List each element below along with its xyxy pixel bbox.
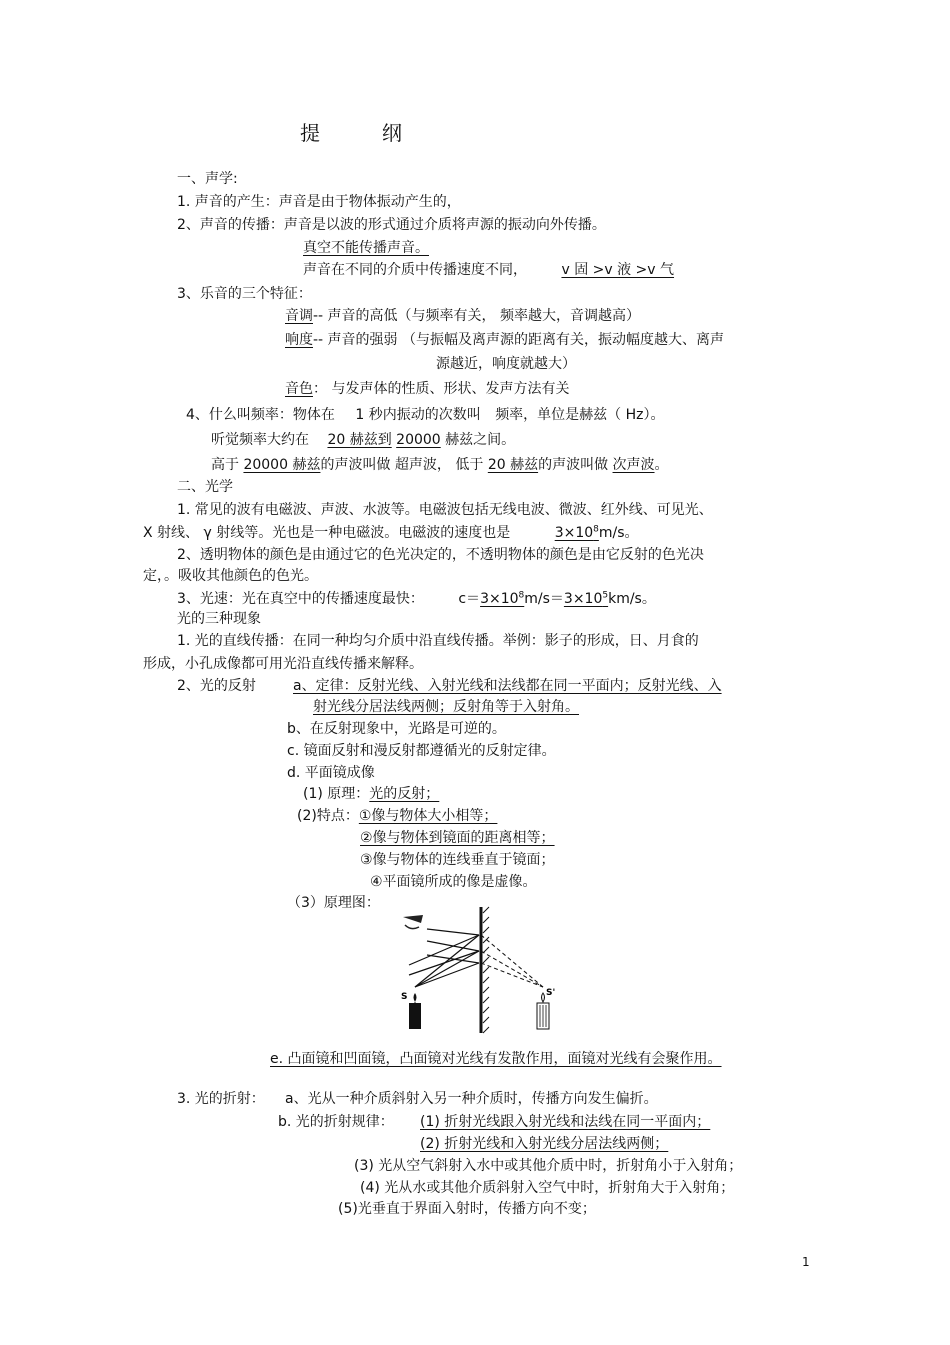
three-phenomena: 光的三种现象 bbox=[177, 611, 261, 627]
tone-features-heading: 3、乐音的三个特征： bbox=[177, 286, 312, 302]
image-label: S' bbox=[546, 988, 556, 998]
candle-image-icon bbox=[537, 993, 549, 1029]
straight-line-2: 形成，小孔成像都可用光沿直线传播来解释。 bbox=[143, 656, 423, 672]
refraction-law-2: (2) 折射光线和入射光线分居法线两侧； bbox=[420, 1136, 669, 1152]
pitch-term: 音调 bbox=[285, 308, 313, 324]
light-speed-c: c＝ bbox=[458, 591, 481, 607]
em-speed-base: 3×10 bbox=[554, 525, 594, 541]
light-speed-m: m/s＝ bbox=[524, 591, 564, 607]
refraction-law-1: (1) 折射光线跟入射光线和法线在同一平面内； bbox=[420, 1114, 711, 1130]
ultrasound-infrasound bbox=[211, 456, 669, 474]
refraction-law-4: (4) 光从水或其他介质斜射入空气中时，折射角大于入射角； bbox=[360, 1180, 735, 1196]
ultra-a: 高于 bbox=[211, 457, 239, 473]
reflection-law-2: 射光线分居法线两侧；反射角等于入射角。 bbox=[313, 699, 579, 715]
sound-production: 1. 声音的产生：声音是由于物体振动产生的， bbox=[177, 194, 461, 210]
loudness-line bbox=[285, 331, 724, 349]
loudness-term: 响度 bbox=[285, 332, 313, 348]
section-heading-optics: 二、光学 bbox=[177, 479, 233, 495]
light-speed-a: 3、光速：光在真空中的传播速度最快： bbox=[177, 591, 424, 607]
light-rays bbox=[409, 929, 479, 987]
hearing-range bbox=[211, 431, 515, 449]
light-speed-v1 bbox=[480, 591, 524, 607]
page-number: 1 bbox=[802, 1255, 810, 1269]
object-label: S bbox=[401, 992, 408, 1002]
light-speed-v1-exp: 8 bbox=[518, 590, 525, 601]
speed-note bbox=[303, 261, 674, 279]
waves-2-text: X 射线、 γ 射线等。光也是一种电磁波。电磁波的速度也是 bbox=[143, 525, 511, 541]
feature-2: ②像与物体到镜面的距离相等； bbox=[360, 830, 555, 846]
loudness-line-2: 源越近，响度就越大） bbox=[436, 356, 576, 372]
refraction-law-5: (5)光垂直于界面入射时，传播方向不变； bbox=[338, 1201, 596, 1217]
refraction-a: a、光从一种介质斜射入另一种介质时，传播方向发生偏折。 bbox=[285, 1091, 658, 1107]
timbre-term: 音色 bbox=[285, 381, 313, 397]
waves-line-1: 1. 常见的波有电磁波、声波、水波等。电磁波包括无线电波、微波、红外线、可见光、 bbox=[177, 502, 713, 518]
color-line-1: 2、透明物体的颜色是由通过它的色光决定的，不透明物体的颜色是由它反射的色光决 bbox=[177, 547, 704, 563]
virtual-rays bbox=[481, 935, 543, 987]
frequency-definition bbox=[186, 406, 665, 424]
freq-c: 频率，单位是赫兹（ Hz）。 bbox=[495, 407, 665, 423]
curved-mirrors: e. 凸面镜和凹面镜，凸面镜对光线有发散作用，面镜对光线有会聚作用。 bbox=[270, 1051, 722, 1067]
ultra-val: 20000 赫兹 bbox=[243, 457, 321, 473]
timbre-desc: ： 与发声体的性质、形状、发声方法有关 bbox=[313, 381, 570, 397]
principle-label: (1) 原理： bbox=[303, 786, 370, 802]
reflection-reversible: b、在反射现象中，光路是可逆的。 bbox=[287, 721, 506, 737]
mirror bbox=[481, 907, 489, 1033]
reflection-types: c. 镜面反射和漫反射都遵循光的反射定律。 bbox=[287, 743, 556, 759]
timbre-line bbox=[285, 380, 569, 398]
speed-note-text: 声音在不同的介质中传播速度不同， bbox=[303, 262, 527, 278]
page-title: 提纲 bbox=[300, 121, 464, 145]
hearing-b: 赫兹之间。 bbox=[445, 432, 516, 448]
light-speed-unit: km/s。 bbox=[608, 591, 656, 607]
hearing-a: 听觉频率大约在 bbox=[211, 432, 309, 448]
em-speed-unit: m/s。 bbox=[598, 525, 639, 541]
principle-value: 光的反射； bbox=[369, 786, 440, 802]
plane-mirror-diagram bbox=[395, 905, 565, 1035]
eye-icon bbox=[403, 915, 423, 929]
section-heading-sound: 一、声学: bbox=[177, 171, 238, 187]
hearing-high: 20000 bbox=[396, 432, 441, 448]
light-speed-v2-exp: 5 bbox=[602, 590, 609, 601]
feature-4: ④平面镜所成的像是虚像。 bbox=[370, 874, 537, 890]
ultra-c: 低于 bbox=[455, 457, 484, 473]
straight-line-1: 1. 光的直线传播：在同一种均匀介质中沿直线传播。举例：影子的形成，日、月食的 bbox=[177, 633, 699, 649]
pitch-desc: -- 声音的高低（与频率有关， 频率越大，音调越高） bbox=[313, 308, 641, 324]
features-label: (2)特点： bbox=[297, 808, 359, 824]
ultra-name: 超声波， bbox=[394, 457, 451, 473]
light-speed-v1-base: 3×10 bbox=[480, 591, 519, 607]
infra-val: 20 赫兹 bbox=[487, 457, 539, 473]
reflection-law: a、定律：反射光线、入射光线和法线都在同一平面内；反射光线、入 bbox=[293, 678, 722, 694]
reflection-heading: 2、光的反射 bbox=[177, 678, 256, 694]
refraction-law-3: (3) 光从空气斜射入水中或其他介质中时，折射角小于入射角； bbox=[354, 1158, 743, 1174]
freq-a: 4、什么叫频率：物体在 bbox=[186, 407, 335, 423]
infra-name: 次声波 bbox=[612, 457, 655, 473]
light-speed-v2 bbox=[564, 591, 608, 607]
plane-mirror-heading: d. 平面镜成像 bbox=[287, 765, 375, 781]
diagram-label: （3）原理图： bbox=[287, 895, 380, 911]
ultra-b: 的声波叫做 bbox=[320, 457, 391, 473]
speed-order: v 固 >v 液 >v 气 bbox=[561, 262, 675, 278]
light-speed-v2-base: 3×10 bbox=[563, 591, 603, 607]
waves-line-2 bbox=[143, 524, 639, 542]
feature-1: ①像与物体大小相等； bbox=[358, 808, 498, 824]
color-line-2: 定，。吸收其他颜色的色光。 bbox=[143, 568, 318, 584]
em-speed-exp: 8 bbox=[593, 524, 599, 535]
refraction-law-heading: b. 光的折射规律： bbox=[278, 1114, 394, 1130]
infra-b: 的声波叫做 bbox=[538, 457, 609, 473]
em-speed bbox=[555, 525, 599, 541]
light-speed bbox=[177, 590, 656, 608]
plane-mirror-principle bbox=[303, 785, 439, 803]
pitch-line bbox=[285, 307, 640, 325]
sound-propagation: 2、声音的传播：声音是以波的形式通过介质将声源的振动向外传播。 bbox=[177, 217, 606, 233]
refraction-heading: 3. 光的折射： bbox=[177, 1091, 265, 1107]
loudness-desc: -- 声音的强弱 （与振幅及离声源的距离有关，振动幅度越大、离声 bbox=[313, 332, 725, 348]
feature-3: ③像与物体的连线垂直于镜面； bbox=[360, 852, 555, 868]
infra-end: 。 bbox=[654, 457, 669, 473]
freq-b: 1 秒内振动的次数叫 bbox=[355, 407, 481, 423]
vacuum-note: 真空不能传播声音。 bbox=[303, 240, 429, 256]
hearing-low: 20 赫兹到 bbox=[327, 432, 392, 448]
plane-mirror-features bbox=[297, 807, 497, 825]
candle-object-icon bbox=[409, 993, 421, 1029]
